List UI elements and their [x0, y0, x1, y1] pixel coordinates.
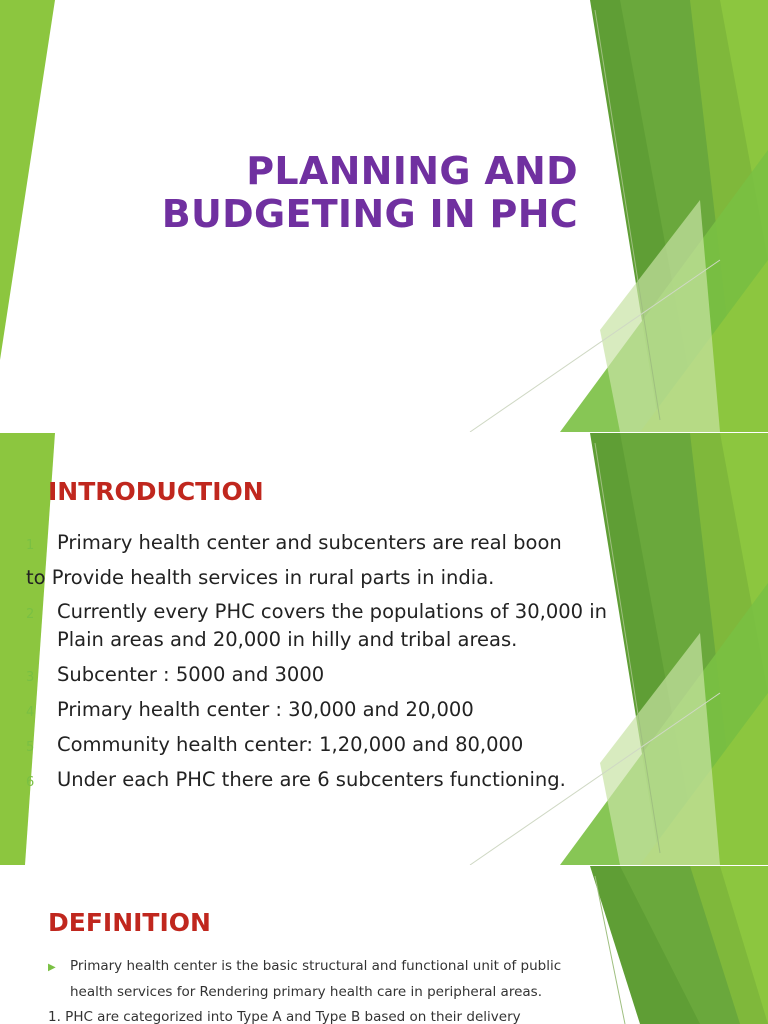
slide-introduction — [0, 433, 768, 865]
item-text: Community health center: 1,20,000 and 80,000 — [57, 733, 524, 756]
item-text: Under each PHC there are 6 subcenters functioning. — [57, 768, 566, 791]
list-item-continuation — [57, 628, 517, 651]
slide-title-text — [162, 150, 578, 236]
item-number: 1 — [26, 538, 35, 553]
item-text: Currently every PHC covers the populations of 30,000 in — [57, 600, 608, 623]
title-line-2: BUDGETING IN PHC — [161, 192, 578, 236]
list-item — [26, 733, 523, 756]
definition-text-line-2: health services for Rendering primary health care in peripheral areas. — [70, 984, 542, 1000]
definition-text-line-3: 1. PHC are categorized into Type A and Type B based on their delivery — [48, 1009, 521, 1024]
list-item — [26, 768, 566, 791]
item-text: Subcenter : 5000 and 3000 — [57, 663, 325, 686]
item-text: Primary health center and subcenters are real boon — [57, 531, 562, 554]
green-decoration — [0, 866, 768, 1024]
item-number: 2 — [26, 607, 35, 622]
section-heading: INTRODUCTION — [48, 477, 264, 506]
item-text: Plain areas and 20,000 in hilly and tribal areas. — [57, 628, 518, 651]
item-number: 6 — [26, 775, 35, 790]
list-item — [26, 600, 607, 623]
definition-text-line-1: Primary health center is the basic structural and functional unit of public — [70, 958, 562, 974]
section-heading: DEFINITION — [48, 908, 211, 937]
item-number: 3 — [26, 670, 35, 685]
list-item — [26, 531, 562, 554]
list-item — [26, 698, 474, 721]
item-text: to Provide health services in rural parts in india. — [26, 566, 495, 589]
item-number: 5 — [26, 740, 35, 755]
slide-title — [0, 0, 768, 432]
slide-definition — [0, 866, 768, 1024]
list-item — [26, 663, 324, 686]
bullet-arrow-icon: ▶ — [48, 962, 56, 973]
list-item-continuation — [26, 566, 494, 589]
item-number: 4 — [26, 705, 35, 720]
title-line-1: PLANNING AND — [246, 149, 578, 193]
item-text: Primary health center : 30,000 and 20,000 — [57, 698, 474, 721]
